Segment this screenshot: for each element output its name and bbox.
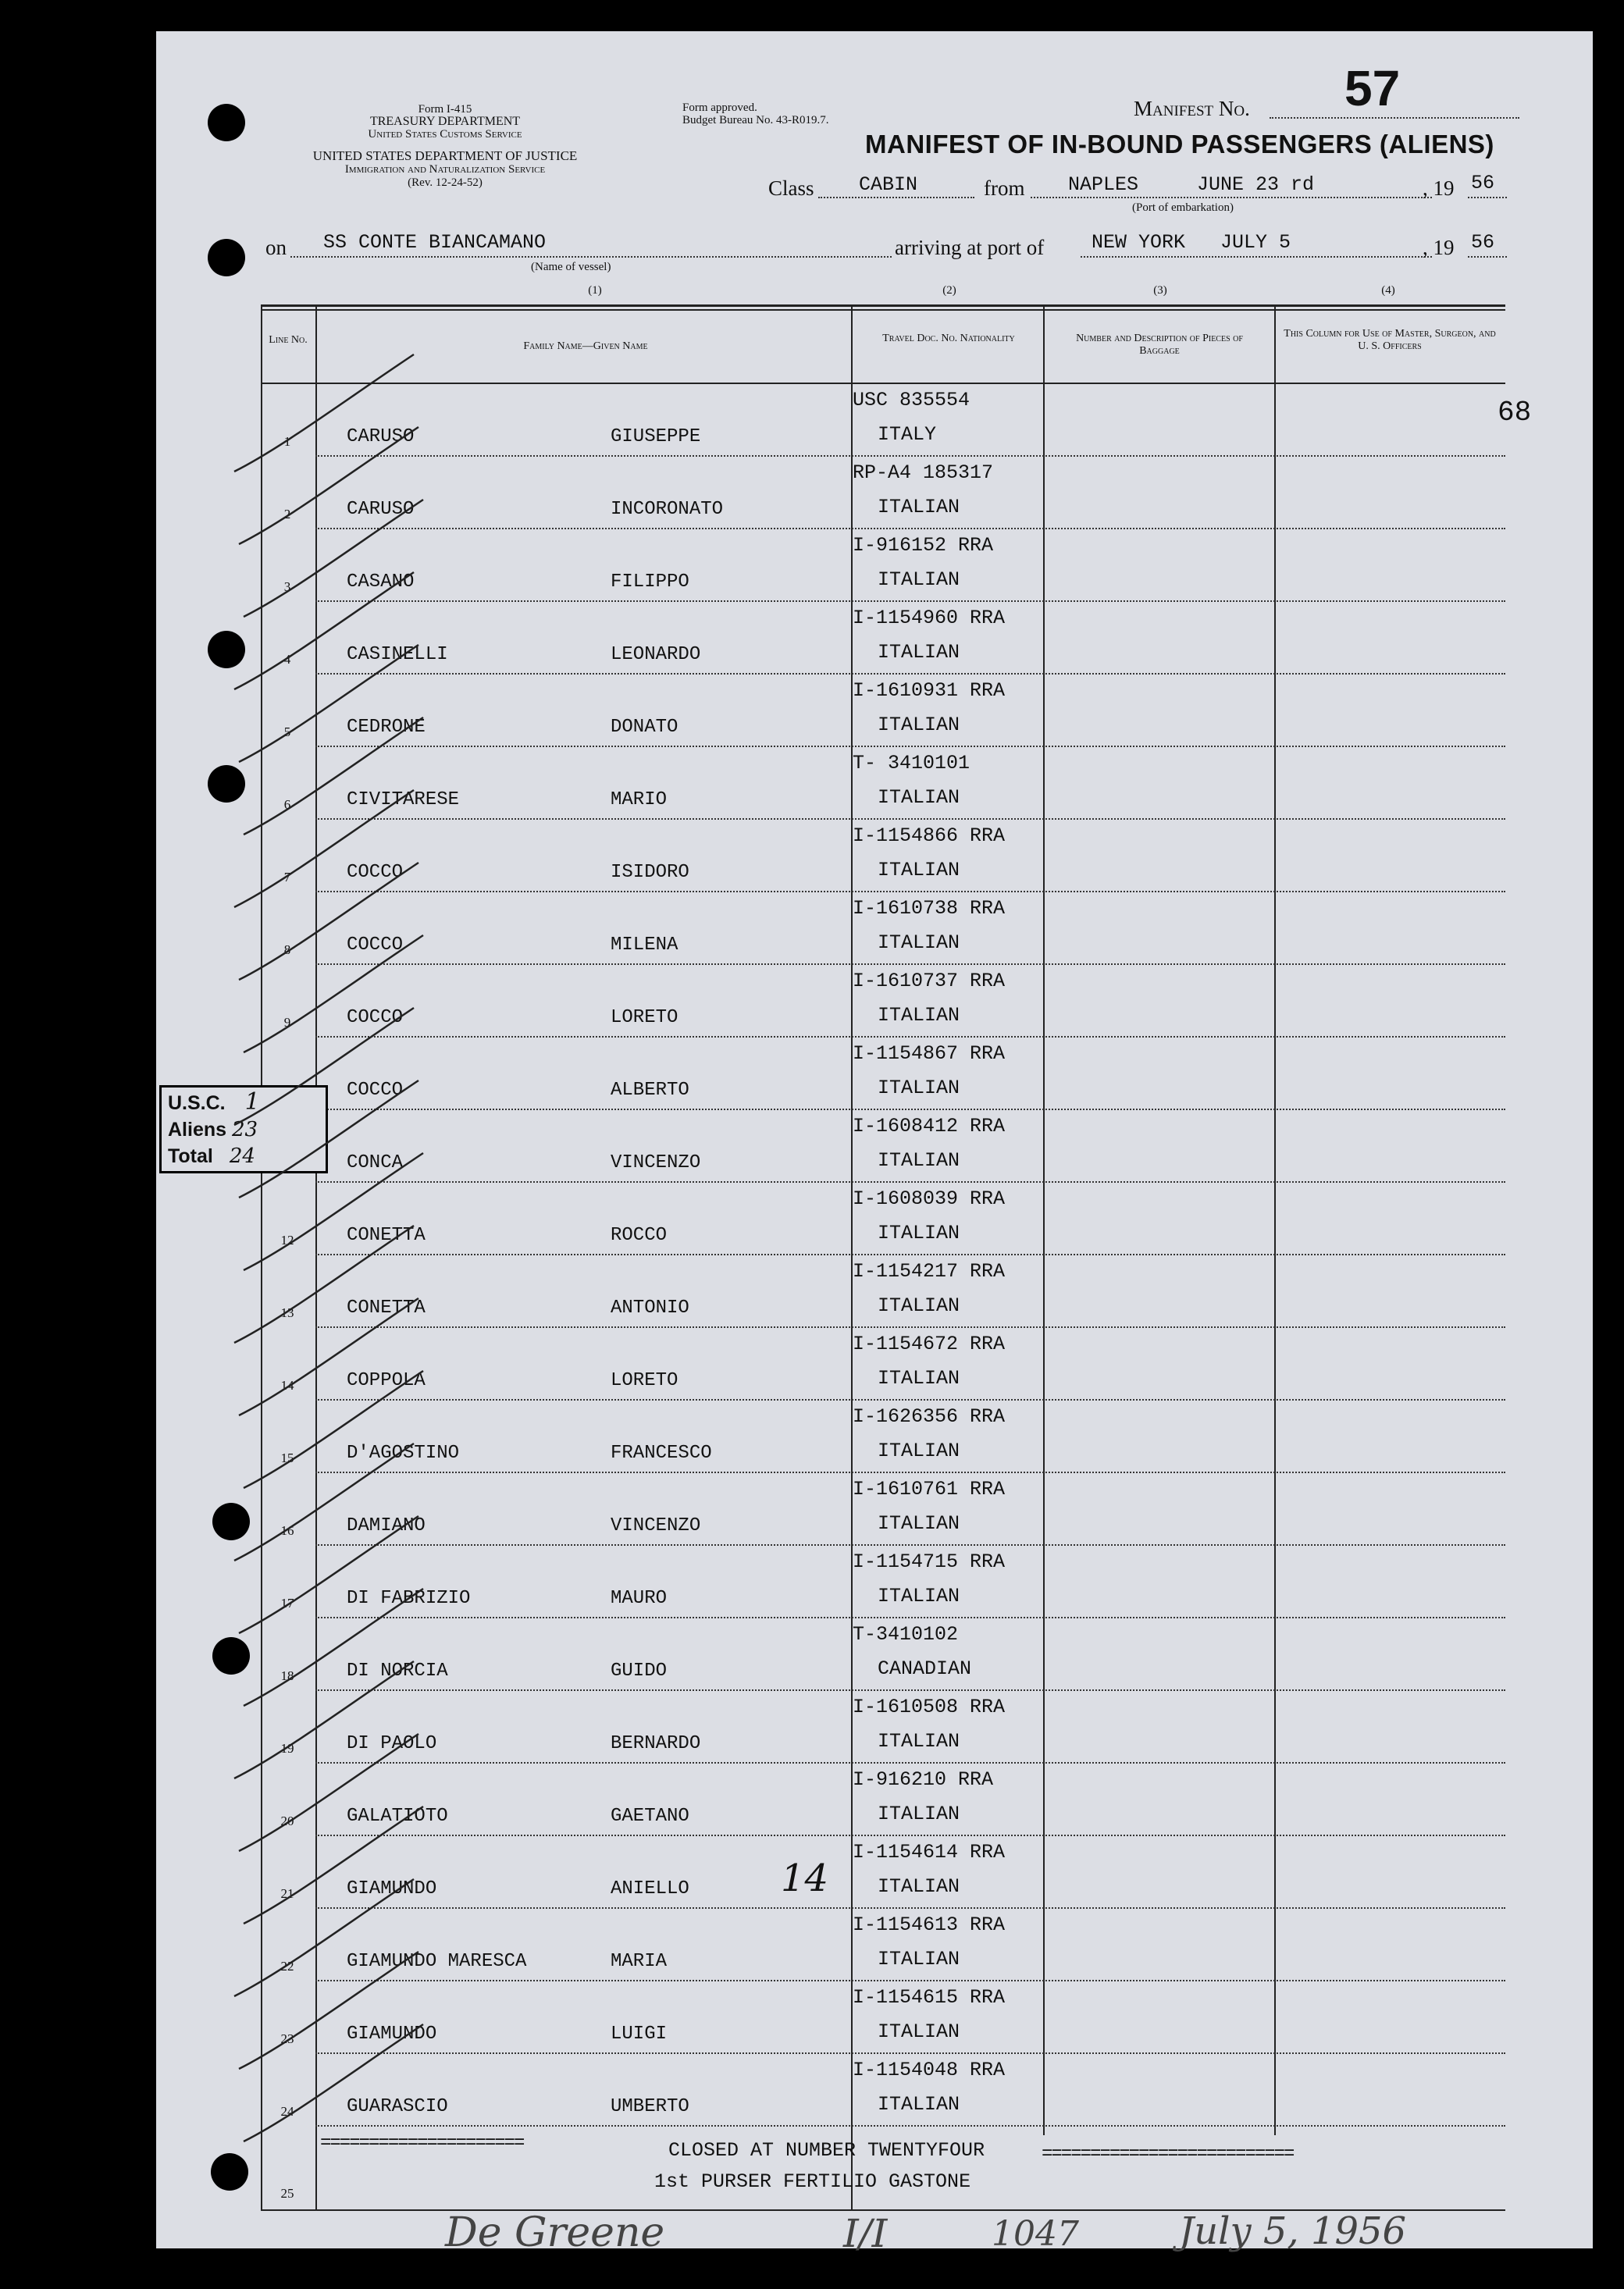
- nationality: ITALIAN: [878, 1512, 960, 1535]
- row-line-no: 21: [280, 1886, 294, 1901]
- given-name: ANTONIO: [611, 1298, 689, 1319]
- given-name: MILENA: [611, 934, 678, 956]
- family-name: GIAMUNDO: [347, 1878, 437, 1899]
- given-name: FRANCESCO: [611, 1443, 712, 1464]
- row-line-no: 24: [280, 2104, 294, 2119]
- family-name: CONETTA: [347, 1298, 426, 1319]
- from-value: NAPLES JUNE 23 rd: [1068, 173, 1315, 196]
- row-line-no: 17: [280, 1596, 294, 1611]
- given-name: BERNARDO: [611, 1733, 701, 1754]
- check-mark: [244, 935, 423, 1052]
- class-value: CABIN: [859, 173, 918, 196]
- given-name: MARIO: [611, 789, 668, 810]
- nationality: ITALIAN: [878, 2093, 960, 2116]
- check-mark: [239, 1952, 418, 2069]
- year-2: 56: [1471, 231, 1495, 254]
- given-name: ROCCO: [611, 1225, 668, 1246]
- family-name: GIAMUNDO: [347, 2024, 437, 2045]
- handwritten-count: 14: [781, 1856, 829, 1900]
- footer-number: 1047: [992, 2214, 1079, 2254]
- arriving-value: NEW YORK JULY 5: [1092, 231, 1291, 254]
- given-name: INCORONATO: [611, 499, 724, 520]
- travel-doc-number: I-1154672 RRA: [853, 1333, 1006, 1355]
- nationality: ITALIAN: [878, 1730, 960, 1753]
- manifest-number: 57: [1344, 60, 1401, 116]
- travel-doc-number: I-916152 RRA: [853, 534, 994, 557]
- nationality: ITALIAN: [878, 568, 960, 591]
- nationality: CANADIAN: [878, 1657, 972, 1680]
- row-line-no: 23: [280, 2031, 294, 2046]
- family-name: CASANO: [347, 571, 415, 593]
- travel-doc-number: I-1154048 RRA: [853, 2059, 1006, 2081]
- row-line-no: 19: [280, 1741, 294, 1756]
- row-line-no: 1: [283, 434, 291, 449]
- vessel-caption: (Name of vessel): [531, 261, 611, 273]
- usc-value: 1: [244, 1088, 260, 1116]
- travel-doc-number: I-1610931 RRA: [853, 679, 1006, 702]
- nationality: ITALIAN: [878, 714, 960, 736]
- travel-doc-number: I-1154613 RRA: [853, 1913, 1006, 1936]
- travel-doc-number: I-1154615 RRA: [853, 1986, 1006, 2009]
- header-officers: This Column for Use of Master, Surgeon, and U. S. Officers: [1284, 328, 1496, 352]
- year-prefix-2: , 19: [1423, 236, 1455, 259]
- total-label: Total: [168, 1145, 213, 1167]
- check-mark: [239, 1298, 418, 1415]
- given-name: UMBERTO: [611, 2096, 689, 2117]
- port-embark-caption: (Port of embarkation): [1132, 201, 1234, 214]
- row-line-no: 3: [283, 579, 291, 594]
- col-num-2: (2): [942, 284, 956, 297]
- given-name: VINCENZO: [611, 1515, 701, 1536]
- class-label: Class: [768, 176, 814, 200]
- check-mark: [239, 1080, 418, 1198]
- header-name: Family Name—Given Name: [523, 340, 648, 352]
- row-line-no: 8: [283, 942, 291, 957]
- justice-dept: UNITED STATES DEPARTMENT OF JUSTICE: [312, 148, 578, 163]
- family-name: COPPOLA: [347, 1370, 426, 1391]
- row-line-no: 22: [280, 1959, 294, 1974]
- given-name: LORETO: [611, 1007, 678, 1028]
- travel-doc-number: T- 3410101: [853, 752, 970, 774]
- nationality: ITALIAN: [878, 1367, 960, 1390]
- check-mark: [234, 354, 414, 472]
- row-line-no: 20: [280, 1814, 294, 1828]
- family-name: COCCO: [347, 1080, 404, 1101]
- customs-service: United States Customs Service: [368, 128, 522, 141]
- family-name: CONCA: [347, 1152, 404, 1173]
- year-1: 56: [1471, 172, 1495, 194]
- check-mark: [234, 1008, 414, 1125]
- check-mark: [244, 2024, 423, 2141]
- header-travel-doc: Travel Doc. No. Nationality: [882, 333, 1015, 344]
- nationality: ITALIAN: [878, 1875, 960, 1898]
- given-name: DONATO: [611, 717, 678, 738]
- closing-rule-right: ==========================: [1042, 2144, 1294, 2165]
- check-mark: [244, 1807, 423, 1924]
- given-name: LUIGI: [611, 2024, 668, 2045]
- family-name: GALATIOTO: [347, 1806, 448, 1827]
- check-mark: [244, 1153, 423, 1270]
- check-mark: [244, 1371, 423, 1488]
- travel-doc-number: I-1610508 RRA: [853, 1696, 1006, 1718]
- family-name: CASINELLI: [347, 644, 448, 665]
- travel-doc-number: I-1154217 RRA: [853, 1260, 1006, 1283]
- check-mark: [239, 645, 418, 762]
- family-name: DAMIANO: [347, 1515, 426, 1536]
- usc-label: U.S.C.: [168, 1092, 226, 1114]
- travel-doc-number: RP-A4 185317: [853, 461, 994, 484]
- given-name: ISIDORO: [611, 862, 689, 883]
- family-name: CONETTA: [347, 1225, 426, 1246]
- nationality: ITALY: [878, 423, 937, 446]
- col-num-4: (4): [1381, 284, 1395, 297]
- travel-doc-number: I-1154960 RRA: [853, 607, 1006, 629]
- family-name: D'AGOSTINO: [347, 1443, 460, 1464]
- vessel-name: SS CONTE BIANCAMANO: [323, 231, 547, 254]
- given-name: MARIA: [611, 1951, 668, 1972]
- from-label: from: [984, 176, 1025, 200]
- row-line-no: 18: [280, 1668, 294, 1683]
- revision-date: (Rev. 12-24-52): [408, 176, 483, 189]
- aliens-value: 23: [231, 1118, 258, 1141]
- travel-doc-number: I-1154867 RRA: [853, 1042, 1006, 1065]
- travel-doc-number: I-1154866 RRA: [853, 824, 1006, 847]
- family-name: COCCO: [347, 934, 404, 956]
- purser-name: 1st PURSER FERTILIO GASTONE: [654, 2170, 971, 2193]
- family-name: DI PAOLO: [347, 1733, 437, 1754]
- family-name: DI FABRIZIO: [347, 1588, 471, 1609]
- given-name: GUIDO: [611, 1661, 668, 1682]
- family-name: CARUSO: [347, 426, 415, 447]
- family-name: CARUSO: [347, 499, 415, 520]
- row-25-line-no: 25: [280, 2186, 294, 2201]
- nationality: ITALIAN: [878, 496, 960, 518]
- nationality: ITALIAN: [878, 1440, 960, 1462]
- nationality: ITALIAN: [878, 641, 960, 664]
- arriving-label: arriving at port of: [895, 236, 1045, 259]
- form-number: Form I-415: [418, 103, 472, 116]
- given-name: LORETO: [611, 1370, 678, 1391]
- check-mark: [234, 1661, 414, 1778]
- manifest-label: Manifest No.: [1134, 97, 1250, 120]
- travel-doc-number: I-1610738 RRA: [853, 897, 1006, 920]
- row-line-no: 6: [283, 797, 291, 812]
- nationality: ITALIAN: [878, 1149, 960, 1172]
- ins-service: Immigration and Naturalization Service: [344, 163, 546, 176]
- aliens-label: Aliens: [168, 1119, 227, 1141]
- row-line-no: 14: [280, 1378, 294, 1393]
- given-name: GAETANO: [611, 1806, 689, 1827]
- given-name: LEONARDO: [611, 644, 701, 665]
- given-name: VINCENZO: [611, 1152, 701, 1173]
- check-mark: [239, 863, 418, 980]
- row-line-no: 4: [283, 652, 291, 667]
- travel-doc-number: I-1608039 RRA: [853, 1187, 1006, 1210]
- footer-ii: I/I: [843, 2211, 888, 2256]
- family-name: CIVITARESE: [347, 789, 460, 810]
- check-mark: [239, 427, 418, 544]
- travel-doc-number: I-1608412 RRA: [853, 1115, 1006, 1137]
- check-mark: [234, 790, 414, 907]
- nationality: ITALIAN: [878, 859, 960, 881]
- nationality: ITALIAN: [878, 1585, 960, 1607]
- travel-doc-number: I-1610761 RRA: [853, 1478, 1006, 1500]
- family-name: COCCO: [347, 862, 404, 883]
- form-approved: Form approved.: [682, 101, 757, 114]
- col-num-3: (3): [1153, 284, 1167, 297]
- nationality: ITALIAN: [878, 786, 960, 809]
- travel-doc-number: I-1610737 RRA: [853, 970, 1006, 992]
- given-name: FILIPPO: [611, 571, 689, 593]
- check-mark: [244, 717, 423, 835]
- family-name: CEDRONE: [347, 717, 426, 738]
- footer-date: July 5, 1956: [1179, 2209, 1407, 2253]
- given-name: GIUSEPPE: [611, 426, 701, 447]
- row-line-no: 13: [280, 1305, 294, 1320]
- nationality: ITALIAN: [878, 931, 960, 954]
- family-name: DI NORCIA: [347, 1661, 448, 1682]
- nationality: ITALIAN: [878, 1222, 960, 1244]
- nationality: ITALIAN: [878, 2020, 960, 2043]
- col-num-1: (1): [588, 284, 602, 297]
- treasury-dept: TREASURY DEPARTMENT: [369, 115, 521, 128]
- row-line-no: 2: [283, 507, 291, 522]
- nationality: ITALIAN: [878, 1004, 960, 1027]
- travel-doc-number: T-3410102: [853, 1623, 959, 1646]
- check-mark: [234, 1444, 414, 1561]
- given-name: ANIELLO: [611, 1878, 689, 1899]
- budget-bureau: Budget Bureau No. 43-R019.7.: [682, 114, 829, 126]
- row-line-no: 15: [280, 1451, 294, 1465]
- nationality: ITALIAN: [878, 1077, 960, 1099]
- travel-doc-number: I-1154614 RRA: [853, 1841, 1006, 1864]
- given-name: MAURO: [611, 1588, 668, 1609]
- year-prefix-1: , 19: [1423, 176, 1455, 200]
- margin-number: 68: [1498, 397, 1532, 429]
- travel-doc-number: I-916210 RRA: [853, 1768, 994, 1791]
- check-mark: [234, 1226, 414, 1343]
- nationality: ITALIAN: [878, 1294, 960, 1317]
- check-mark: [244, 1589, 423, 1706]
- on-label: on: [265, 236, 287, 259]
- header-baggage: Number and Description of Pieces of Baggage: [1076, 333, 1243, 357]
- check-mark: [239, 1516, 418, 1633]
- page-title: MANIFEST OF IN-BOUND PASSENGERS (ALIENS): [865, 130, 1494, 158]
- given-name: ALBERTO: [611, 1080, 689, 1101]
- header-line-no: Line No.: [269, 334, 308, 346]
- row-line-no: 5: [283, 724, 291, 739]
- travel-doc-number: I-1626356 RRA: [853, 1405, 1006, 1428]
- family-name: GIAMUNDO MARESCA: [347, 1951, 527, 1972]
- check-mark: [244, 500, 423, 617]
- nationality: ITALIAN: [878, 1948, 960, 1970]
- travel-doc-number: USC 835554: [853, 389, 970, 411]
- travel-doc-number: I-1154715 RRA: [853, 1550, 1006, 1573]
- inspector-signature: De Greene: [445, 2209, 665, 2256]
- row-line-no: 12: [280, 1233, 294, 1248]
- total-value: 24: [229, 1144, 255, 1168]
- nationality: ITALIAN: [878, 1803, 960, 1825]
- check-mark: [239, 1734, 418, 1851]
- check-mark: [234, 1879, 414, 1996]
- row-line-no: 7: [283, 870, 291, 885]
- family-name: COCCO: [347, 1007, 404, 1028]
- row-line-no: 16: [280, 1523, 294, 1538]
- closed-statement: CLOSED AT NUMBER TWENTYFOUR: [668, 2139, 985, 2162]
- check-mark: [234, 572, 414, 689]
- row-line-no: 9: [283, 1015, 291, 1030]
- family-name: GUARASCIO: [347, 2096, 448, 2117]
- closing-rule-left: =====================: [320, 2133, 524, 2154]
